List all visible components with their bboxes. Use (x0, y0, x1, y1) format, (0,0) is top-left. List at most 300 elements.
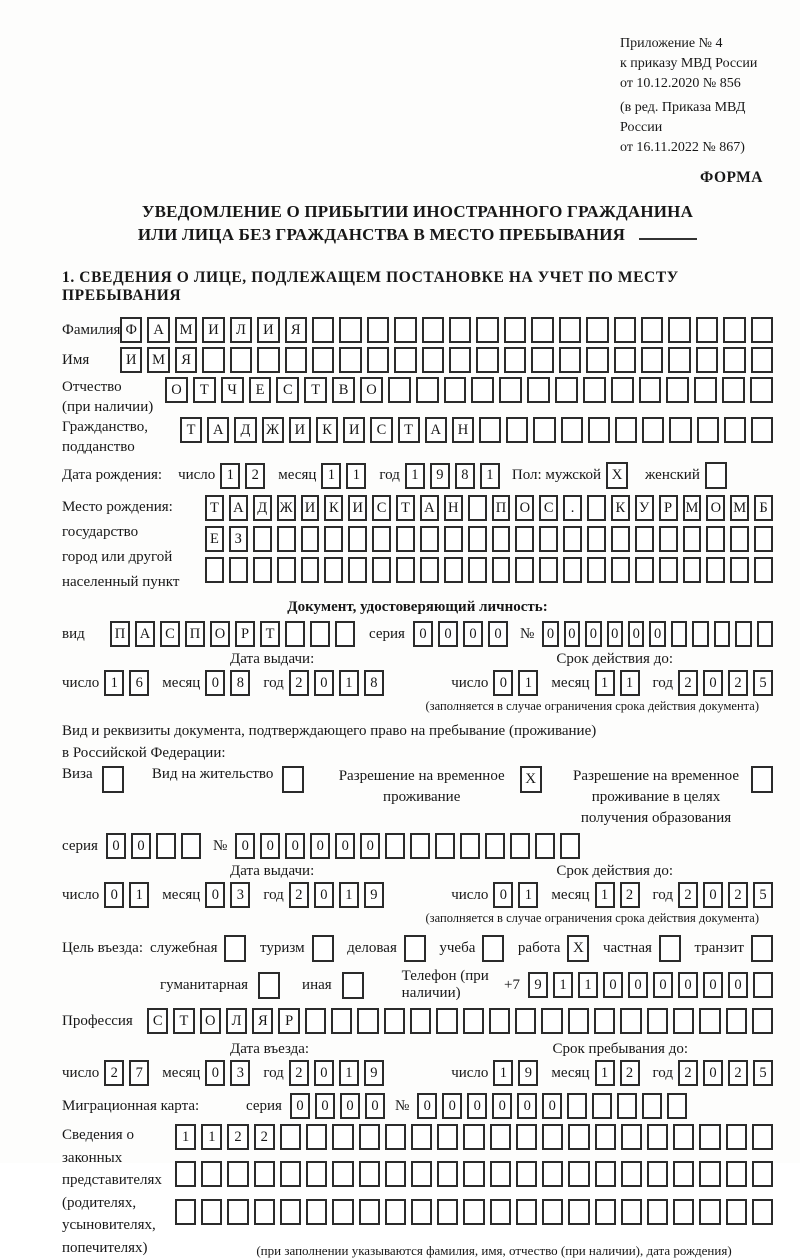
char-cell[interactable] (449, 317, 471, 343)
char-cell[interactable] (539, 557, 558, 583)
char-cell[interactable] (339, 347, 361, 373)
checkbox-humanitarian[interactable] (258, 972, 280, 999)
char-cell[interactable]: 0 (314, 882, 334, 908)
char-cell[interactable] (751, 417, 773, 443)
char-cell[interactable] (542, 1124, 563, 1150)
char-cell[interactable]: 1 (405, 463, 425, 489)
char-cell[interactable] (422, 347, 444, 373)
char-cell[interactable]: Р (278, 1008, 299, 1034)
char-cell[interactable]: 5 (753, 882, 773, 908)
char-cell[interactable] (726, 1161, 747, 1187)
char-cell[interactable] (460, 833, 480, 859)
char-cell[interactable]: 0 (205, 1060, 225, 1086)
char-cell[interactable]: 9 (364, 1060, 384, 1086)
char-cell[interactable]: П (492, 495, 511, 521)
char-cell[interactable]: 0 (493, 882, 513, 908)
char-cell[interactable]: 1 (339, 670, 359, 696)
char-cell[interactable] (306, 1199, 327, 1225)
char-cell[interactable] (510, 833, 530, 859)
checkbox-male[interactable]: X (606, 462, 628, 489)
char-cell[interactable] (504, 317, 526, 343)
char-cell[interactable]: Ж (262, 417, 284, 443)
char-cell[interactable] (229, 557, 248, 583)
char-cell[interactable] (659, 557, 678, 583)
char-cell[interactable] (617, 1093, 637, 1119)
char-cell[interactable] (595, 1199, 616, 1225)
char-cell[interactable] (723, 347, 745, 373)
char-cell[interactable] (201, 1161, 222, 1187)
char-cell[interactable] (394, 347, 416, 373)
char-cell[interactable]: А (207, 417, 229, 443)
char-cell[interactable] (560, 833, 580, 859)
char-cell[interactable]: 0 (492, 1093, 512, 1119)
char-cell[interactable] (699, 1161, 720, 1187)
char-cell[interactable]: Т (173, 1008, 194, 1034)
char-cell[interactable]: 8 (230, 670, 250, 696)
char-cell[interactable]: 1 (518, 670, 538, 696)
checkbox-official[interactable] (224, 935, 246, 962)
char-cell[interactable] (751, 347, 773, 373)
char-cell[interactable]: 0 (205, 670, 225, 696)
char-cell[interactable] (394, 317, 416, 343)
char-cell[interactable] (611, 377, 634, 403)
char-cell[interactable]: 1 (201, 1124, 222, 1150)
char-cell[interactable]: 0 (290, 1093, 310, 1119)
char-cell[interactable]: Д (253, 495, 272, 521)
char-cell[interactable]: 0 (260, 833, 280, 859)
char-cell[interactable] (227, 1199, 248, 1225)
char-cell[interactable] (385, 1124, 406, 1150)
char-cell[interactable]: 8 (455, 463, 475, 489)
char-cell[interactable] (614, 347, 636, 373)
char-cell[interactable] (476, 317, 498, 343)
char-cell[interactable] (587, 495, 606, 521)
char-cell[interactable]: С (539, 495, 558, 521)
char-cell[interactable] (422, 317, 444, 343)
char-cell[interactable] (595, 1124, 616, 1150)
char-cell[interactable] (331, 1008, 352, 1034)
char-cell[interactable] (673, 1161, 694, 1187)
char-cell[interactable]: Л (230, 317, 252, 343)
char-cell[interactable] (201, 1199, 222, 1225)
char-cell[interactable] (595, 1161, 616, 1187)
char-cell[interactable]: О (200, 1008, 221, 1034)
char-cell[interactable]: 1 (480, 463, 500, 489)
char-cell[interactable]: 2 (289, 1060, 309, 1086)
char-cell[interactable] (420, 557, 439, 583)
char-cell[interactable]: Т (398, 417, 420, 443)
char-cell[interactable]: А (425, 417, 447, 443)
char-cell[interactable]: 0 (315, 1093, 335, 1119)
char-cell[interactable]: 9 (430, 463, 450, 489)
char-cell[interactable] (357, 1008, 378, 1034)
char-cell[interactable] (436, 1008, 457, 1034)
char-cell[interactable] (385, 1161, 406, 1187)
char-cell[interactable]: К (316, 417, 338, 443)
char-cell[interactable] (175, 1161, 196, 1187)
char-cell[interactable] (372, 557, 391, 583)
char-cell[interactable] (587, 526, 606, 552)
char-cell[interactable]: 0 (653, 972, 673, 998)
char-cell[interactable]: 1 (175, 1124, 196, 1150)
char-cell[interactable]: О (210, 621, 230, 647)
char-cell[interactable]: 0 (360, 833, 380, 859)
char-cell[interactable]: П (110, 621, 130, 647)
char-cell[interactable]: Ф (120, 317, 142, 343)
char-cell[interactable] (335, 621, 355, 647)
char-cell[interactable]: 2 (104, 1060, 124, 1086)
char-cell[interactable] (476, 347, 498, 373)
char-cell[interactable] (254, 1161, 275, 1187)
char-cell[interactable]: 0 (285, 833, 305, 859)
char-cell[interactable] (156, 833, 176, 859)
char-cell[interactable] (722, 377, 745, 403)
char-cell[interactable] (750, 377, 773, 403)
char-cell[interactable]: 1 (595, 670, 615, 696)
char-cell[interactable] (673, 1199, 694, 1225)
char-cell[interactable]: 0 (542, 1093, 562, 1119)
char-cell[interactable] (416, 377, 439, 403)
char-cell[interactable] (463, 1008, 484, 1034)
char-cell[interactable]: Б (754, 495, 773, 521)
char-cell[interactable]: Р (659, 495, 678, 521)
char-cell[interactable] (683, 557, 702, 583)
char-cell[interactable] (175, 1199, 196, 1225)
char-cell[interactable] (726, 1008, 747, 1034)
char-cell[interactable] (563, 557, 582, 583)
char-cell[interactable] (301, 526, 320, 552)
char-cell[interactable]: Е (205, 526, 224, 552)
char-cell[interactable]: 0 (417, 1093, 437, 1119)
char-cell[interactable] (468, 557, 487, 583)
char-cell[interactable]: 7 (129, 1060, 149, 1086)
char-cell[interactable] (621, 1161, 642, 1187)
char-cell[interactable]: Ч (221, 377, 244, 403)
char-cell[interactable]: 0 (438, 621, 458, 647)
char-cell[interactable] (592, 1093, 612, 1119)
char-cell[interactable] (468, 526, 487, 552)
char-cell[interactable]: 0 (678, 972, 698, 998)
char-cell[interactable] (411, 1199, 432, 1225)
char-cell[interactable] (254, 1199, 275, 1225)
char-cell[interactable]: 0 (314, 1060, 334, 1086)
char-cell[interactable] (253, 526, 272, 552)
char-cell[interactable] (515, 526, 534, 552)
char-cell[interactable]: 3 (230, 882, 250, 908)
char-cell[interactable] (583, 377, 606, 403)
char-cell[interactable]: 0 (413, 621, 433, 647)
char-cell[interactable] (306, 1124, 327, 1150)
char-cell[interactable] (754, 526, 773, 552)
char-cell[interactable] (367, 347, 389, 373)
char-cell[interactable]: 0 (131, 833, 151, 859)
char-cell[interactable] (463, 1124, 484, 1150)
char-cell[interactable]: Л (226, 1008, 247, 1034)
char-cell[interactable]: 0 (628, 972, 648, 998)
char-cell[interactable]: 0 (463, 621, 483, 647)
char-cell[interactable]: 0 (703, 1060, 723, 1086)
char-cell[interactable]: 0 (442, 1093, 462, 1119)
char-cell[interactable] (280, 1161, 301, 1187)
char-cell[interactable] (305, 1008, 326, 1034)
char-cell[interactable] (535, 833, 555, 859)
char-cell[interactable] (420, 526, 439, 552)
char-cell[interactable] (666, 377, 689, 403)
char-cell[interactable] (332, 1199, 353, 1225)
char-cell[interactable] (516, 1124, 537, 1150)
char-cell[interactable] (647, 1161, 668, 1187)
char-cell[interactable]: С (276, 377, 299, 403)
char-cell[interactable] (594, 1008, 615, 1034)
char-cell[interactable] (367, 317, 389, 343)
char-cell[interactable]: 1 (518, 882, 538, 908)
char-cell[interactable]: 3 (230, 1060, 250, 1086)
char-cell[interactable]: 0 (106, 833, 126, 859)
char-cell[interactable] (388, 377, 411, 403)
char-cell[interactable] (479, 417, 501, 443)
char-cell[interactable]: 9 (518, 1060, 538, 1086)
checkbox-residence-permit[interactable] (282, 766, 304, 793)
checkbox-visa[interactable] (102, 766, 124, 793)
char-cell[interactable] (635, 557, 654, 583)
char-cell[interactable] (752, 1124, 773, 1150)
char-cell[interactable]: 0 (603, 972, 623, 998)
char-cell[interactable]: М (175, 317, 197, 343)
char-cell[interactable] (647, 1124, 668, 1150)
char-cell[interactable] (659, 526, 678, 552)
char-cell[interactable] (324, 526, 343, 552)
char-cell[interactable]: К (611, 495, 630, 521)
char-cell[interactable]: 1 (321, 463, 341, 489)
char-cell[interactable] (723, 317, 745, 343)
char-cell[interactable] (205, 557, 224, 583)
checkbox-temp-residence-education[interactable] (751, 766, 773, 793)
char-cell[interactable] (753, 972, 773, 998)
char-cell[interactable] (726, 1124, 747, 1150)
char-cell[interactable]: 0 (564, 621, 580, 647)
char-cell[interactable] (696, 347, 718, 373)
char-cell[interactable]: И (120, 347, 142, 373)
char-cell[interactable]: 2 (678, 882, 698, 908)
char-cell[interactable] (489, 1008, 510, 1034)
char-cell[interactable] (614, 317, 636, 343)
char-cell[interactable] (277, 557, 296, 583)
char-cell[interactable] (752, 1199, 773, 1225)
char-cell[interactable] (647, 1199, 668, 1225)
char-cell[interactable] (285, 621, 305, 647)
char-cell[interactable]: 2 (728, 670, 748, 696)
char-cell[interactable]: А (229, 495, 248, 521)
char-cell[interactable]: Т (304, 377, 327, 403)
char-cell[interactable] (301, 557, 320, 583)
checkbox-transit[interactable] (751, 935, 773, 962)
checkbox-tourism[interactable] (312, 935, 334, 962)
char-cell[interactable] (411, 1124, 432, 1150)
char-cell[interactable] (372, 526, 391, 552)
char-cell[interactable]: Я (175, 347, 197, 373)
char-cell[interactable]: М (683, 495, 702, 521)
char-cell[interactable] (444, 557, 463, 583)
char-cell[interactable] (699, 1199, 720, 1225)
char-cell[interactable] (492, 557, 511, 583)
char-cell[interactable] (561, 417, 583, 443)
char-cell[interactable] (435, 833, 455, 859)
char-cell[interactable]: 2 (245, 463, 265, 489)
char-cell[interactable] (621, 1124, 642, 1150)
char-cell[interactable] (587, 557, 606, 583)
checkbox-work[interactable]: X (567, 935, 589, 962)
char-cell[interactable]: . (563, 495, 582, 521)
char-cell[interactable] (410, 1008, 431, 1034)
char-cell[interactable]: 8 (364, 670, 384, 696)
char-cell[interactable] (253, 557, 272, 583)
char-cell[interactable] (490, 1199, 511, 1225)
char-cell[interactable] (611, 557, 630, 583)
char-cell[interactable]: Т (193, 377, 216, 403)
char-cell[interactable]: 0 (467, 1093, 487, 1119)
char-cell[interactable] (227, 1161, 248, 1187)
char-cell[interactable] (671, 621, 687, 647)
char-cell[interactable] (673, 1124, 694, 1150)
char-cell[interactable] (516, 1161, 537, 1187)
char-cell[interactable] (499, 377, 522, 403)
char-cell[interactable]: Т (396, 495, 415, 521)
char-cell[interactable] (359, 1199, 380, 1225)
char-cell[interactable] (752, 1161, 773, 1187)
char-cell[interactable] (437, 1161, 458, 1187)
char-cell[interactable] (384, 1008, 405, 1034)
char-cell[interactable] (559, 347, 581, 373)
char-cell[interactable] (280, 1124, 301, 1150)
char-cell[interactable] (515, 557, 534, 583)
char-cell[interactable]: Д (234, 417, 256, 443)
checkbox-business[interactable] (404, 935, 426, 962)
char-cell[interactable] (312, 347, 334, 373)
char-cell[interactable] (692, 621, 708, 647)
char-cell[interactable] (621, 1199, 642, 1225)
char-cell[interactable]: 2 (728, 882, 748, 908)
char-cell[interactable] (280, 1199, 301, 1225)
checkbox-temp-residence[interactable]: X (520, 766, 542, 793)
char-cell[interactable] (396, 526, 415, 552)
char-cell[interactable]: 0 (205, 882, 225, 908)
char-cell[interactable]: 2 (678, 1060, 698, 1086)
char-cell[interactable]: О (165, 377, 188, 403)
char-cell[interactable] (411, 1161, 432, 1187)
char-cell[interactable] (735, 621, 751, 647)
char-cell[interactable]: 0 (314, 670, 334, 696)
char-cell[interactable]: 2 (620, 1060, 640, 1086)
char-cell[interactable] (586, 317, 608, 343)
char-cell[interactable]: 0 (235, 833, 255, 859)
char-cell[interactable] (615, 417, 637, 443)
char-cell[interactable] (506, 417, 528, 443)
char-cell[interactable] (444, 377, 467, 403)
char-cell[interactable] (642, 1093, 662, 1119)
char-cell[interactable]: Т (260, 621, 280, 647)
char-cell[interactable] (751, 317, 773, 343)
char-cell[interactable] (641, 347, 663, 373)
char-cell[interactable]: И (202, 317, 224, 343)
char-cell[interactable]: С (147, 1008, 168, 1034)
char-cell[interactable] (611, 526, 630, 552)
char-cell[interactable]: 0 (585, 621, 601, 647)
char-cell[interactable]: З (229, 526, 248, 552)
char-cell[interactable]: 2 (289, 670, 309, 696)
char-cell[interactable]: Н (444, 495, 463, 521)
char-cell[interactable] (730, 526, 749, 552)
char-cell[interactable] (385, 833, 405, 859)
char-cell[interactable] (348, 526, 367, 552)
char-cell[interactable] (332, 1161, 353, 1187)
char-cell[interactable] (230, 347, 252, 373)
char-cell[interactable] (726, 1199, 747, 1225)
char-cell[interactable]: 9 (364, 882, 384, 908)
char-cell[interactable] (555, 377, 578, 403)
char-cell[interactable]: 1 (595, 1060, 615, 1086)
char-cell[interactable]: 2 (254, 1124, 275, 1150)
char-cell[interactable] (257, 347, 279, 373)
char-cell[interactable]: С (370, 417, 392, 443)
char-cell[interactable]: 5 (753, 1060, 773, 1086)
char-cell[interactable] (541, 1008, 562, 1034)
char-cell[interactable] (542, 1161, 563, 1187)
char-cell[interactable] (568, 1124, 589, 1150)
char-cell[interactable] (444, 526, 463, 552)
char-cell[interactable] (202, 347, 224, 373)
char-cell[interactable]: 9 (528, 972, 548, 998)
char-cell[interactable]: 0 (493, 670, 513, 696)
char-cell[interactable] (437, 1124, 458, 1150)
char-cell[interactable] (449, 347, 471, 373)
char-cell[interactable]: 0 (542, 621, 558, 647)
char-cell[interactable] (485, 833, 505, 859)
char-cell[interactable]: А (147, 317, 169, 343)
char-cell[interactable] (490, 1124, 511, 1150)
char-cell[interactable] (490, 1161, 511, 1187)
char-cell[interactable] (531, 317, 553, 343)
char-cell[interactable] (714, 621, 730, 647)
char-cell[interactable]: И (343, 417, 365, 443)
char-cell[interactable]: И (301, 495, 320, 521)
char-cell[interactable] (312, 317, 334, 343)
char-cell[interactable] (527, 377, 550, 403)
char-cell[interactable] (504, 347, 526, 373)
char-cell[interactable] (410, 833, 430, 859)
char-cell[interactable]: М (730, 495, 749, 521)
char-cell[interactable]: Р (235, 621, 255, 647)
char-cell[interactable]: 0 (628, 621, 644, 647)
char-cell[interactable]: 0 (703, 972, 723, 998)
char-cell[interactable]: 0 (104, 882, 124, 908)
char-cell[interactable] (706, 557, 725, 583)
char-cell[interactable]: Н (452, 417, 474, 443)
char-cell[interactable]: С (160, 621, 180, 647)
char-cell[interactable] (647, 1008, 668, 1034)
char-cell[interactable] (568, 1008, 589, 1034)
char-cell[interactable] (699, 1124, 720, 1150)
char-cell[interactable] (694, 377, 717, 403)
char-cell[interactable]: 1 (129, 882, 149, 908)
char-cell[interactable] (757, 621, 773, 647)
char-cell[interactable]: 2 (289, 882, 309, 908)
char-cell[interactable] (667, 1093, 687, 1119)
char-cell[interactable] (588, 417, 610, 443)
char-cell[interactable] (669, 417, 691, 443)
char-cell[interactable] (673, 1008, 694, 1034)
char-cell[interactable] (468, 495, 487, 521)
char-cell[interactable] (697, 417, 719, 443)
